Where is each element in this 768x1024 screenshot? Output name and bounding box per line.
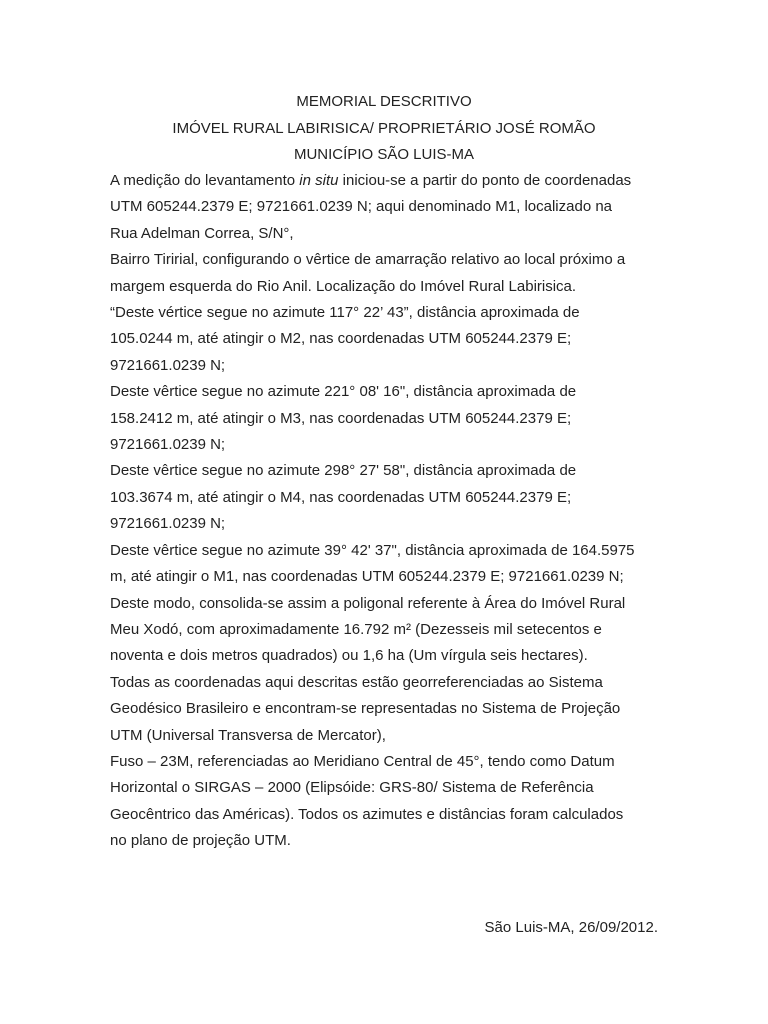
document-body (110, 168, 670, 855)
body-line: noventa e dois metros quadrados) ou 1,6 ha (Um vírgula seis hectares). (110, 647, 588, 665)
body-line: 158.2412 m, até atingir o M3, nas coordenadas UTM 605244.2379 E; (110, 409, 572, 427)
body-line: Todas as coordenadas aqui descritas estão georreferenciadas ao Sistema (110, 673, 603, 691)
body-line: Fuso – 23M, referenciadas ao Meridiano Central de 45°, tendo como Datum (110, 752, 615, 770)
body-line: Deste vêrtice segue no azimute 39° 42' 37", distância aproximada de 164.5975 (110, 541, 635, 559)
body-line: 103.3674 m, até atingir o M4, nas coordenadas UTM 605244.2379 E; (110, 488, 572, 506)
body-line: Deste vêrtice segue no azimute 221° 08' 16", distância aproximada de (110, 383, 577, 401)
property-owner-line: IMÓVEL RURAL LABIRISICA/ PROPRIETÁRIO JOSÉ ROMÃO (172, 119, 596, 137)
body-line: Meu Xodó, com aproximadamente 16.792 m² (Dezesseis mil setecentos e (110, 620, 602, 638)
intro-italic-term: in situ (299, 172, 339, 189)
body-line: 105.0244 m, até atingir o M2, nas coordenadas UTM 605244.2379 E; (110, 330, 572, 348)
body-line: 9721661.0239 N; (110, 356, 226, 374)
body-line: Deste vêrtice segue no azimute 298° 27' 58", distância aproximada de (110, 462, 577, 480)
body-line: “Deste vértice segue no azimute 117° 22’ 43”, distância aproximada de (110, 304, 580, 322)
body-line: Horizontal o SIRGAS – 2000 (Elipsóide: GRS-80/ Sistema de Referência (110, 779, 594, 797)
body-line: no plano de projeção UTM. (110, 832, 291, 850)
body-line: Bairro Tiririal, configurando o vêrtice de amarração relativo ao local próximo a (110, 251, 626, 269)
municipality-line: MUNICÍPIO SÃO LUIS-MA (293, 146, 475, 163)
body-line: 9721661.0239 N; (110, 515, 226, 533)
intro-text-end: iniciou-se a partir do ponto de coordenadas (338, 172, 632, 189)
body-line: margem esquerda do Rio Anil. Localização do Imóvel Rural Labirisica. (110, 277, 577, 295)
body-line: Rua Adelman Correa, S/N°, (110, 224, 294, 242)
body-line: UTM 605244.2379 E; 9721661.0239 N; aqui denominado M1, localizado na (110, 198, 613, 216)
place-date-signature: São Luis-MA, 26/09/2012. (484, 919, 658, 936)
document-title: MEMORIAL DESCRITIVO (296, 93, 472, 110)
body-line: UTM (Universal Transversa de Mercator), (110, 726, 386, 744)
document-header (0, 89, 768, 169)
intro-text-start: A medição do levantamento (110, 172, 300, 189)
body-line: m, até atingir o M1, nas coordenadas UTM 605244.2379 E; 9721661.0239 N; (110, 568, 624, 586)
body-line: 9721661.0239 N; (110, 436, 226, 454)
body-line: Geodésico Brasileiro e encontram-se representadas no Sistema de Projeção (110, 700, 621, 718)
body-line: Geocêntrico das Américas). Todos os azimutes e distâncias foram calculados (110, 805, 624, 823)
intro-line (110, 168, 670, 194)
body-line: Deste modo, consolida-se assim a poligonal referente à Área do Imóvel Rural (110, 594, 626, 612)
